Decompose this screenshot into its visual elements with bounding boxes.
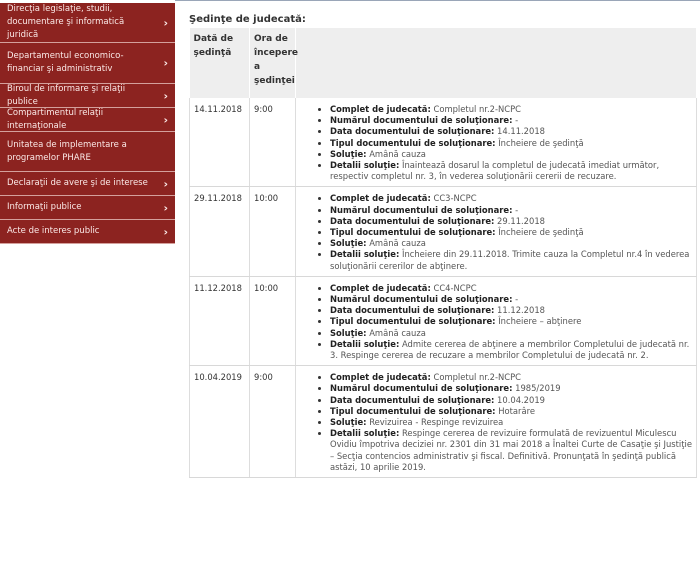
detail-label: Complet de judecată: — [330, 372, 431, 383]
hearing-details — [296, 276, 697, 365]
detail-label: Soluţie: — [330, 327, 367, 338]
table-header-row — [190, 28, 697, 98]
detail-doc-number — [330, 115, 692, 126]
detail-value: 11.12.2018 — [497, 305, 545, 316]
detail-value: Revizuirea - Respinge revizuirea — [369, 417, 504, 428]
detail-label: Data documentului de soluţionare: — [330, 126, 495, 137]
details-list — [300, 372, 692, 473]
detail-value: CC4-NCPC — [433, 282, 477, 293]
sidebar-item-label: Compartimentul relaţii internaţionale — [7, 107, 104, 131]
hearing-date: 11.12.2018 — [190, 276, 250, 365]
sidebar-item-relatii-internationale[interactable] — [0, 108, 175, 132]
detail-value: Încheiere de şedinţă — [498, 137, 584, 148]
detail-solution-details — [330, 160, 692, 182]
hearing-date: 29.11.2018 — [190, 187, 250, 276]
detail-value: 1985/2019 — [515, 383, 561, 394]
detail-doc-number — [330, 205, 692, 216]
detail-value: 10.04.2019 — [497, 394, 545, 405]
detail-label: Numărul documentului de soluţionare: — [330, 115, 513, 126]
detail-value: Completul nr.2-NCPC — [433, 372, 521, 383]
sidebar-item-informare[interactable] — [0, 84, 175, 108]
sidebar-item-economic[interactable] — [0, 43, 175, 84]
table-row — [190, 276, 697, 365]
hearing-details — [296, 187, 697, 276]
detail-doc-date — [330, 216, 692, 227]
detail-doc-type — [330, 406, 692, 417]
column-header-details — [296, 28, 697, 98]
detail-value: Amână cauza — [369, 327, 426, 338]
hearing-date: 14.11.2018 — [190, 98, 250, 187]
sidebar-item-label: Declaraţii de avere şi de interese — [7, 178, 148, 188]
table-row — [190, 98, 697, 187]
details-list — [300, 193, 692, 271]
detail-value: Admite cererea de abţinere a membrilor Completului de judecată nr. 3. Respinge cererea de recuzare a membrilor Completului de judecată nr. 2. — [330, 338, 690, 361]
hearing-time: 9:00 — [250, 98, 296, 187]
sidebar-item-legislatie[interactable] — [0, 3, 175, 43]
detail-value: Înaintează dosarul la completul de judecată imediat următor, respectiv completul nr. 3, în vederea soluţionării cererii de recuzare. — [330, 160, 660, 182]
sidebar-item-label: Biroul de informare şi relaţii publice — [7, 83, 126, 107]
detail-value: Respinge cererea de revizuire formulată de revizuentul Miculescu Ovidiu împotriva deciziei nr. 2301 din 31 mai 2018 a Înaltei Curte de Casaţie şi Justiţie – Secţia contencios administrativ şi fiscal. Definitivă. Pronunţată în şedinţă publică astăzi, 10 aprilie 2019. — [330, 428, 693, 472]
detail-value: Încheiere din 29.11.2018. Trimite cauza la Completul nr.4 în vederea soluţionării cererilor de abţinere. — [330, 249, 690, 271]
sidebar-item-informatii-publice[interactable] — [0, 196, 175, 220]
hearing-details — [296, 366, 697, 478]
detail-label: Numărul documentului de soluţionare: — [330, 383, 513, 394]
detail-label: Numărul documentului de soluţionare: — [330, 204, 513, 215]
hearing-time: 10:00 — [250, 276, 296, 365]
sidebar-menu — [0, 3, 175, 244]
detail-label: Detalii soluţie: — [330, 160, 400, 171]
detail-solution — [330, 417, 692, 428]
detail-panel — [330, 372, 692, 383]
hearings-table — [189, 28, 697, 478]
detail-value: Încheiere de şedinţă — [498, 227, 584, 238]
chevron-right-icon: › — [163, 201, 168, 214]
detail-panel — [330, 104, 692, 115]
detail-value: 29.11.2018 — [497, 215, 545, 226]
detail-doc-date — [330, 305, 692, 316]
hearing-time: 10:00 — [250, 187, 296, 276]
detail-doc-number — [330, 294, 692, 305]
chevron-right-icon: › — [163, 177, 168, 190]
detail-value: Completul nr.2-NCPC — [433, 104, 521, 114]
sidebar-item-label: Unitatea de implementare a programelor PHARE — [7, 139, 127, 163]
detail-label: Detalii soluţie: — [330, 428, 400, 439]
detail-label: Detalii soluţie: — [330, 249, 400, 260]
detail-solution-details — [330, 339, 692, 361]
sidebar-item-phare[interactable] — [0, 132, 175, 172]
chevron-right-icon: › — [163, 225, 168, 238]
detail-value: Amână cauza — [369, 148, 426, 159]
detail-doc-type — [330, 138, 692, 149]
detail-label: Complet de judecată: — [330, 282, 431, 293]
detail-solution-details — [330, 428, 692, 473]
details-list — [300, 283, 692, 361]
sidebar-item-declaratii[interactable] — [0, 172, 175, 196]
detail-value: 14.11.2018 — [497, 126, 545, 137]
detail-label: Tipul documentului de soluţionare: — [330, 405, 496, 416]
details-list — [300, 104, 692, 182]
detail-value: CC3-NCPC — [433, 193, 477, 204]
column-header-date: Dată de şedinţă — [190, 28, 250, 98]
table-row — [190, 366, 697, 478]
detail-label: Tipul documentului de soluţionare: — [330, 316, 496, 327]
detail-doc-type — [330, 227, 692, 238]
detail-label: Tipul documentului de soluţionare: — [330, 137, 496, 148]
section-title: Şedinţe de judecată: — [189, 14, 306, 25]
hearing-date: 10.04.2019 — [190, 366, 250, 478]
detail-solution — [330, 238, 692, 249]
detail-doc-date — [330, 126, 692, 137]
detail-solution-details — [330, 249, 692, 271]
detail-panel — [330, 283, 692, 294]
detail-doc-date — [330, 395, 692, 406]
table-row — [190, 187, 697, 276]
detail-solution — [330, 149, 692, 160]
main-content — [189, 14, 697, 478]
detail-label: Data documentului de soluţionare: — [330, 305, 495, 316]
detail-solution — [330, 328, 692, 339]
hearing-time: 9:00 — [250, 366, 296, 478]
detail-value: Hotarâre — [498, 405, 536, 416]
detail-value: - — [515, 204, 519, 215]
chevron-right-icon: › — [163, 56, 168, 70]
detail-label: Tipul documentului de soluţionare: — [330, 227, 496, 238]
sidebar-item-label: Acte de interes public — [7, 226, 100, 236]
detail-label: Data documentului de soluţionare: — [330, 394, 495, 405]
detail-value: Încheiere – abţinere — [498, 316, 582, 327]
sidebar-item-label: Departamentul economico-financiar şi administrativ — [7, 51, 124, 74]
detail-doc-type — [330, 316, 692, 327]
detail-value: Amână cauza — [369, 238, 426, 249]
detail-label: Numărul documentului de soluţionare: — [330, 294, 513, 305]
detail-label: Complet de judecată: — [330, 104, 431, 114]
detail-doc-number — [330, 383, 692, 394]
hearing-details — [296, 98, 697, 187]
column-header-time: Ora de începere a şedinţei — [250, 28, 296, 98]
detail-label: Data documentului de soluţionare: — [330, 215, 495, 226]
detail-panel — [330, 193, 692, 204]
sidebar-item-label: Informaţii publice — [7, 202, 82, 212]
detail-label: Complet de judecată: — [330, 193, 431, 204]
detail-label: Soluţie: — [330, 417, 367, 428]
detail-label: Detalii soluţie: — [330, 338, 400, 349]
detail-label: Soluţie: — [330, 238, 367, 249]
detail-value: - — [515, 294, 519, 305]
detail-label: Soluţie: — [330, 148, 367, 159]
chevron-right-icon: › — [163, 89, 168, 102]
top-divider — [175, 0, 700, 1]
chevron-right-icon: › — [163, 16, 168, 29]
sidebar-item-label: Direcţia legislaţie, studii, documentare şi informatică juridică — [7, 4, 125, 40]
detail-value: - — [515, 115, 519, 126]
chevron-right-icon: › — [163, 113, 168, 126]
sidebar-item-acte-interes-public[interactable] — [0, 220, 175, 244]
